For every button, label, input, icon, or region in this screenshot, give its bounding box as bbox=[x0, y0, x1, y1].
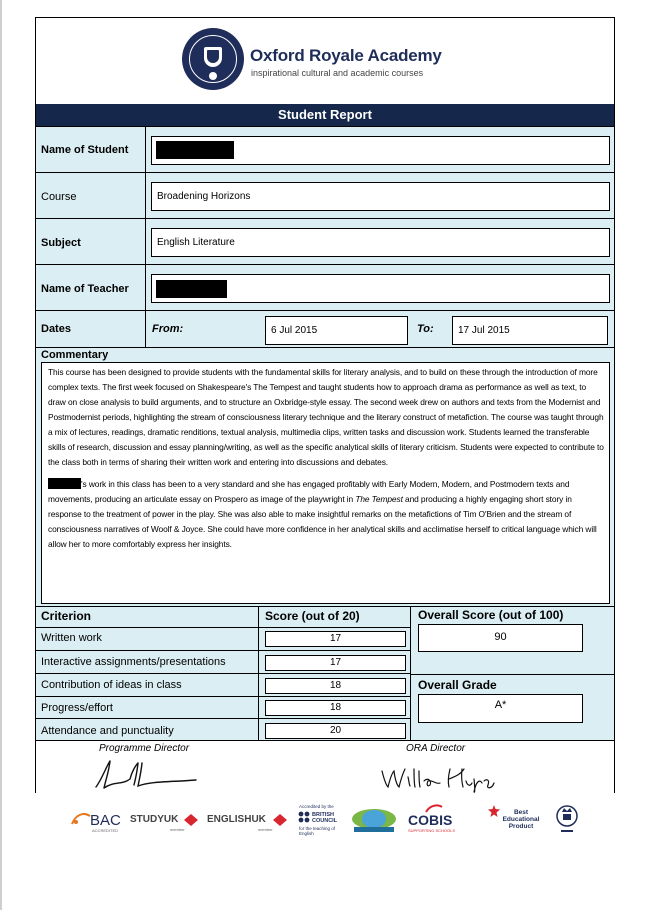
org-tagline: inspirational cultural and academic courses bbox=[251, 68, 424, 78]
commentary-text bbox=[41, 362, 610, 604]
englishuk-flag-icon bbox=[273, 814, 287, 826]
overall-grade-header: Overall Grade bbox=[418, 678, 497, 692]
student-report bbox=[35, 17, 615, 793]
subject-label: Subject bbox=[41, 237, 81, 249]
signature-area bbox=[36, 740, 614, 793]
globe-logo-icon bbox=[348, 807, 400, 837]
criterion-label: Attendance and punctuality bbox=[41, 725, 174, 737]
british-council-top: Accredited by the bbox=[299, 804, 334, 809]
overall-score-field[interactable]: 90 bbox=[418, 624, 583, 652]
score-field[interactable]: 18 bbox=[265, 700, 406, 716]
cobis-sub: SUPPORTING SCHOOLS bbox=[408, 828, 456, 833]
academy-crest-icon bbox=[182, 28, 244, 90]
dates-label: Dates bbox=[41, 323, 71, 335]
ora-director-signature bbox=[376, 759, 506, 793]
criterion-label: Contribution of ideas in class bbox=[41, 679, 182, 691]
score-header: Score (out of 20) bbox=[265, 609, 360, 623]
redaction-block bbox=[156, 280, 227, 298]
course-label: Course bbox=[41, 191, 77, 203]
cobis-logo: COBIS bbox=[408, 812, 453, 828]
studyuk-logo: STUDYUK bbox=[130, 814, 179, 825]
award-crest-icon bbox=[555, 802, 579, 840]
row-subject bbox=[36, 218, 614, 264]
bac-logo-icon bbox=[70, 810, 92, 826]
bac-logo: BAC bbox=[90, 812, 121, 829]
page-edge bbox=[0, 0, 2, 910]
overall-score-header: Overall Score (out of 100) bbox=[418, 608, 564, 622]
student-label: Name of Student bbox=[41, 144, 129, 156]
row-teacher bbox=[36, 264, 614, 310]
report-title: Student Report bbox=[36, 104, 614, 126]
accreditation-logos bbox=[0, 800, 648, 850]
ora-director-label: ORA Director bbox=[406, 743, 466, 754]
redaction-block bbox=[156, 141, 234, 159]
from-label: From: bbox=[152, 323, 184, 335]
to-date-field[interactable]: 17 Jul 2015 bbox=[452, 316, 608, 345]
criterion-label: Interactive assignments/presentations bbox=[41, 656, 226, 668]
score-field[interactable]: 17 bbox=[265, 631, 406, 647]
commentary-paragraph-2: 's work in this class has been to a very standard and she has engaged profitably with Early Modern, Modern, and Postmodern texts and movements, producing an articulate essay on Prospero as image of the playwright in The Tempest and producing a highly engaging short story in response to the treatment of power in the play. She was also able to make insightful remarks on the metafictions of Tim O'Brien and the stream of consciousness narratives of Woolf & Joyce. She could have more confidence in her analytical skills and acclimatise herself to critical language which will allow her to more comfortably express her insights. bbox=[48, 479, 597, 549]
row-dates bbox=[36, 310, 614, 347]
criteria-section bbox=[36, 606, 614, 740]
commentary-section bbox=[36, 347, 614, 606]
bac-sub: ACCREDITED bbox=[92, 828, 119, 833]
to-label: To: bbox=[417, 323, 434, 335]
englishuk-sub: member bbox=[258, 827, 273, 832]
studyuk-sub: member bbox=[170, 827, 185, 832]
best-product-logo: Best Educational Product bbox=[502, 809, 540, 830]
programme-director-label: Programme Director bbox=[99, 743, 190, 754]
cobis-swoosh-icon bbox=[424, 803, 444, 813]
commentary-paragraph-1: This course has been designed to provide students with the fundamental skills for literary analysis, and to build on these through the introduction of more complex texts. The first week focused on Shakespeare's The Tempest and taught students how to approach drama as performance as well as text, to draw on close analysis to build arguments, and to structure an Oxbridge-style essay. The second week drew on authors and texts from the Modernist and Postmodernist periods, highlighting the stream of consciousness literary technique and the literary construct of metafiction. The course was taught through a mix of lectures, readings, dramatic renditions, textual analysis, multimedia clips, written tasks and discussion work. Students learned the transferable skills of research, discussion and essay planning/writing, as well as the specific analytical skills of literary criticism. Students were expected to contribute to the class both in terms of sharing their written work and entering into discussions and debates. bbox=[48, 367, 604, 467]
report-header bbox=[36, 18, 614, 104]
british-council-logo: BRITISH COUNCIL bbox=[312, 812, 338, 824]
studyuk-flag-icon bbox=[184, 814, 198, 826]
englishuk-logo: ENGLISHUK bbox=[207, 814, 266, 825]
star-icon bbox=[488, 805, 500, 817]
score-field[interactable]: 20 bbox=[265, 723, 406, 739]
criterion-label: Written work bbox=[41, 632, 102, 644]
from-date-field[interactable]: 6 Jul 2015 bbox=[265, 316, 408, 345]
programme-director-signature bbox=[92, 755, 202, 793]
row-course bbox=[36, 172, 614, 218]
org-name: Oxford Royale Academy bbox=[250, 46, 442, 65]
british-council-bottom: for the teaching of English bbox=[299, 826, 336, 836]
score-field[interactable]: 17 bbox=[265, 655, 406, 671]
criterion-label: Progress/effort bbox=[41, 702, 113, 714]
course-field[interactable]: Broadening Horizons bbox=[151, 182, 610, 211]
commentary-label: Commentary bbox=[41, 349, 109, 361]
row-student bbox=[36, 126, 614, 172]
british-council-dots-icon bbox=[298, 811, 310, 823]
teacher-label: Name of Teacher bbox=[41, 283, 129, 295]
score-field[interactable]: 18 bbox=[265, 678, 406, 694]
overall-grade-field[interactable]: A* bbox=[418, 694, 583, 723]
criterion-header: Criterion bbox=[41, 609, 92, 623]
redaction-block bbox=[48, 478, 81, 489]
subject-field[interactable]: English Literature bbox=[151, 228, 610, 257]
